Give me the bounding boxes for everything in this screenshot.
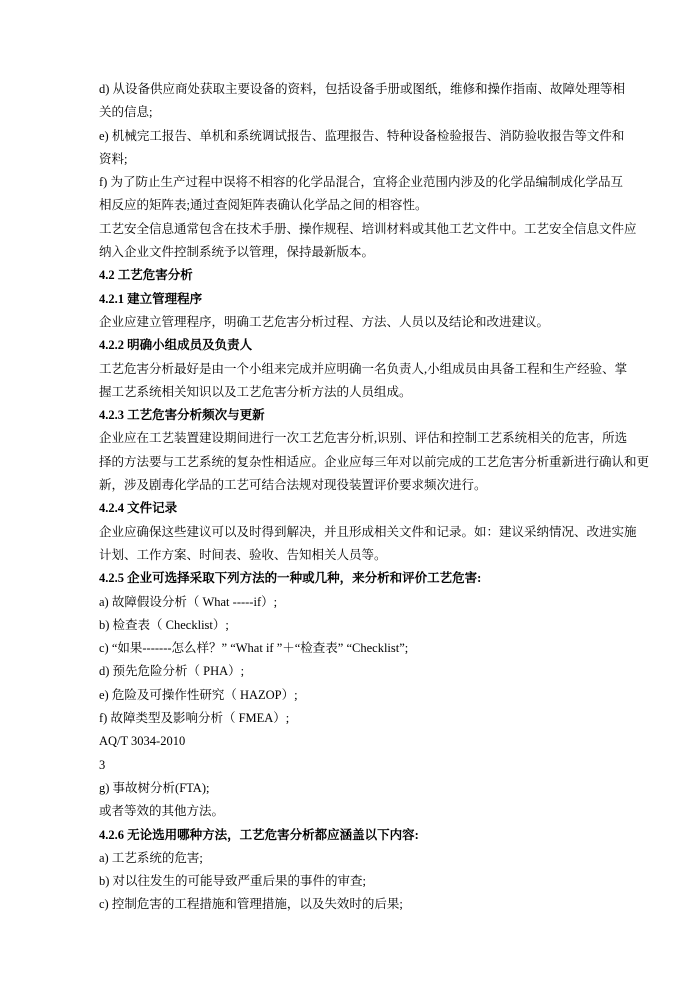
method-item-e: e) 危险及可操作性研究（ HAZOP）;: [99, 687, 298, 702]
paragraph-4-2-3-line-2: 择的方法要与工艺系统的复杂性相适应。企业应每三年对以前完成的工艺危害分析重新进行确认和更: [99, 454, 650, 469]
heading-4-2-2: 4.2.2 明确小组成员及负责人: [99, 338, 253, 353]
heading-4-2-4: 4.2.4 文件记录: [99, 501, 178, 516]
coverage-item-a: a) 工艺系统的危害;: [99, 850, 203, 865]
list-item-f-line-1: f) 为了防止生产过程中误将不相容的化学品混合，宜将企业范围内涉及的化学品编制成化学品互: [99, 175, 623, 190]
list-item-d-line-1: d) 从设备供应商处获取主要设备的资料，包括设备手册或图纸，维修和操作指南、故障处理等相: [99, 82, 626, 96]
heading-4-2-5: 4.2.5 企业可选择采取下列方法的一种或几种，来分析和评价工艺危害:: [99, 571, 482, 586]
list-item-e-line-1: e) 机械完工报告、单机和系统调试报告、监理报告、特种设备检验报告、消防验收报告等文件和: [99, 128, 625, 143]
heading-4-2-1: 4.2.1 建立管理程序: [99, 291, 203, 306]
paragraph-4-2-3-line-1: 企业应在工艺装置建设期间进行一次工艺危害分析,识别、评估和控制工艺系统相关的危害，所选: [99, 431, 628, 446]
coverage-item-c: c) 控制危害的工程措施和管理措施，以及失效时的后果;: [99, 897, 403, 912]
method-item-a: a) 故障假设分析（ What -----if）;: [99, 594, 278, 609]
coverage-item-b: b) 对以往发生的可能导致严重后果的事件的审查;: [99, 874, 367, 889]
heading-4-2-3: 4.2.3 工艺危害分析频次与更新: [99, 408, 265, 423]
paragraph-4-2-4-line-2: 计划、工作方案、时间表、验收、告知相关人员等。: [99, 547, 387, 562]
paragraph-4-2-2-line-1: 工艺危害分析最好是由一个小组来完成并应明确一名负责人,小组成员由具备工程和生产经验、掌: [99, 361, 628, 376]
paragraph-4-2-3-line-3: 新，涉及剧毒化学品的工艺可结合法规对现役装置评价要求频次进行。: [99, 478, 487, 493]
heading-4-2: 4.2 工艺危害分析: [99, 268, 193, 283]
method-item-d: d) 预先危险分析（ PHA）;: [99, 664, 245, 679]
method-item-b: b) 检查表（ Checklist）;: [99, 617, 229, 632]
method-footer: 或者等效的其他方法。: [99, 804, 225, 819]
method-item-f: f) 故障类型及影响分析（ FMEA）;: [99, 711, 290, 726]
paragraph-psi-line-1: 工艺安全信息通常包含在技术手册、操作规程、培训材料或其他工艺文件中。工艺安全信息文件应: [99, 221, 637, 236]
heading-4-2-6: 4.2.6 无论选用哪种方法，工艺危害分析都应涵盖以下内容:: [99, 827, 419, 842]
paragraph-4-2-4-line-1: 企业应确保这些建议可以及时得到解决，并且形成相关文件和记录。如：建议采纳情况、改进实施: [99, 524, 637, 539]
paragraph-4-2-2-line-2: 握工艺系统相关知识以及工艺危害分析方法的人员组成。: [99, 384, 412, 399]
paragraph-psi-line-2: 纳入企业文件控制系统予以管理，保持最新版本。: [99, 245, 375, 260]
list-item-e-line-2: 资料;: [99, 151, 128, 166]
document-lines: [99, 78, 650, 917]
doc-header: AQ/T 3034-2010: [99, 734, 186, 749]
method-item-g: g) 事故树分析(FTA);: [99, 780, 210, 795]
list-item-f-line-2: 相反应的矩阵表;通过查阅矩阵表确认化学品之间的相容性。: [99, 198, 428, 213]
paragraph-4-2-1: 企业应建立管理程序，明确工艺危害分析过程、方法、人员以及结论和改进建议。: [99, 314, 550, 329]
list-item-d-line-2: 关的信息;: [99, 105, 153, 120]
page-number: 3: [99, 757, 106, 772]
method-item-c: c) “如果-------怎么样？” “What if ”＋“检查表” “Checklist”;: [99, 641, 409, 656]
